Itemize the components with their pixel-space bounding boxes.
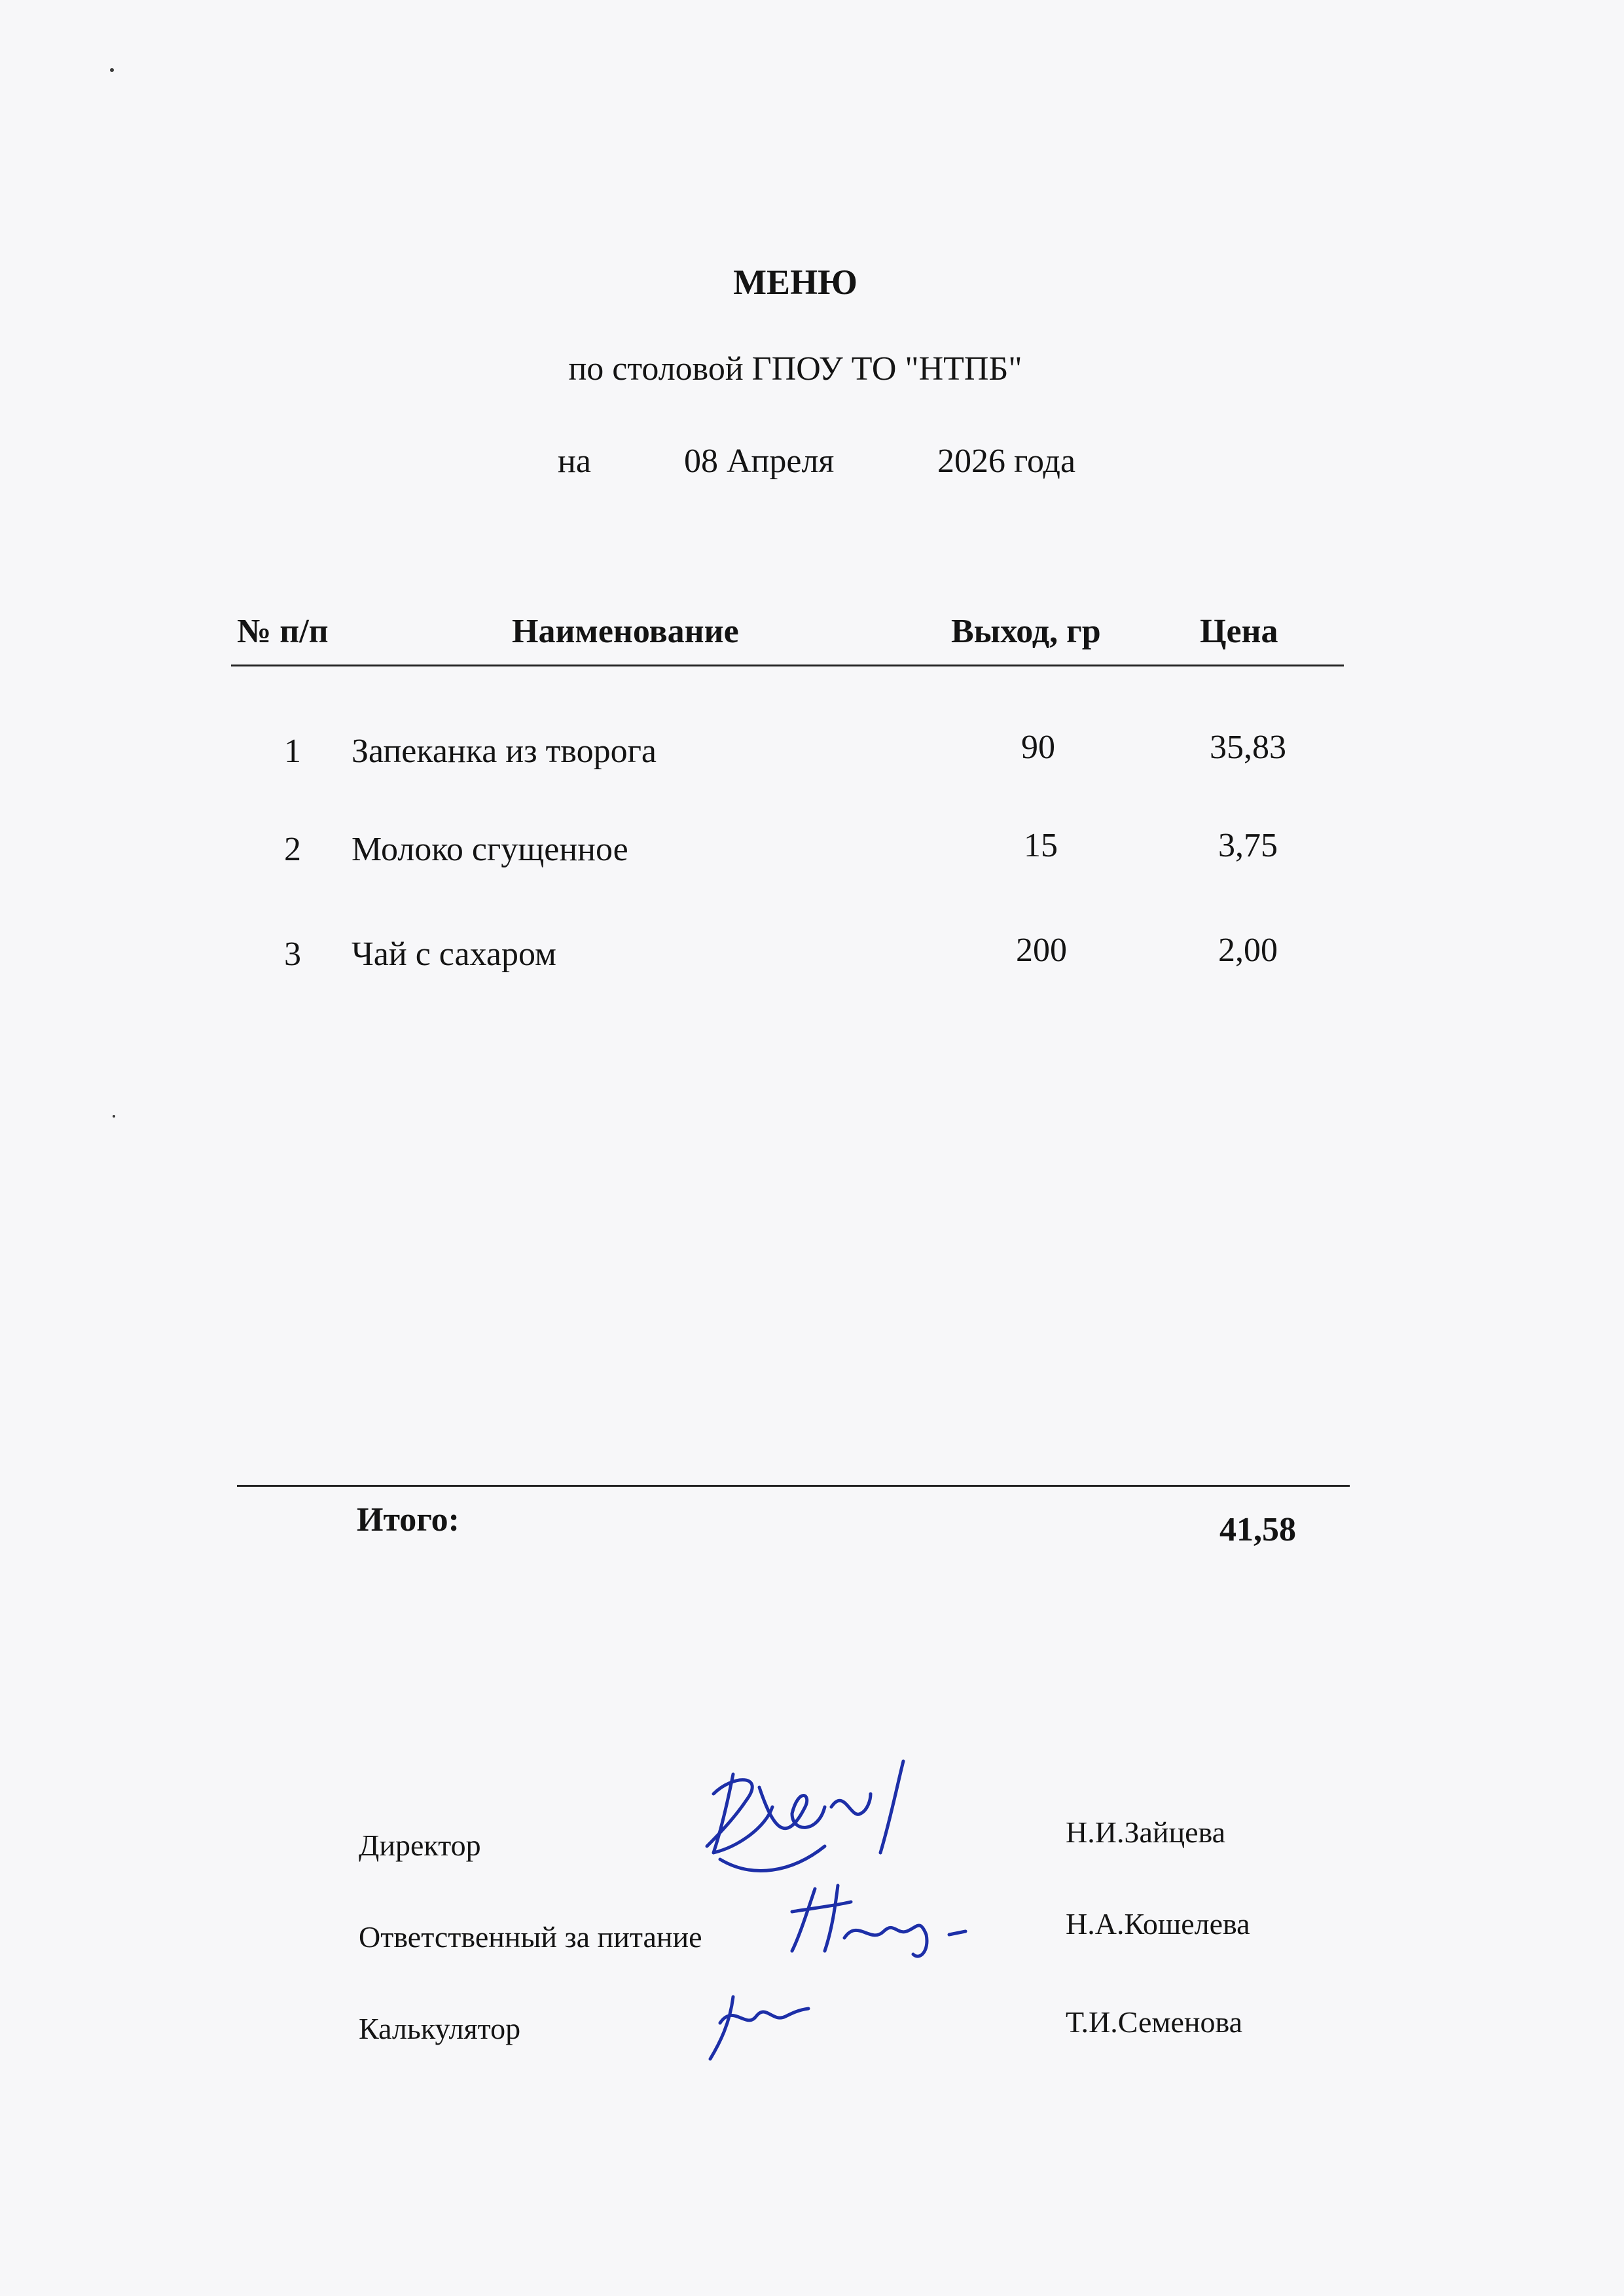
page-title: МЕНЮ (733, 263, 857, 302)
page-subtitle: по столовой ГПОУ ТО "НТПБ" (568, 350, 1022, 388)
header-output: Выход, гр (951, 613, 1101, 650)
signature-name-nutrition: Н.А.Кошелева (1066, 1907, 1250, 1941)
nutrition-signature (779, 1872, 975, 1971)
calculator-signature (694, 1958, 825, 2069)
row-name: Молоко сгущенное (352, 831, 628, 868)
row-number: 2 (284, 831, 301, 868)
total-value: 41,58 (1219, 1511, 1296, 1548)
date-year: 2026 года (937, 443, 1076, 480)
row-price: 2,00 (1218, 932, 1278, 969)
row-output: 200 (1016, 932, 1067, 969)
total-label: Итого: (357, 1501, 460, 1539)
row-number: 3 (284, 936, 301, 973)
date-prefix: на (558, 443, 591, 480)
header-number: № п/п (237, 613, 329, 650)
row-output: 15 (1024, 827, 1058, 864)
row-price: 3,75 (1218, 827, 1278, 864)
scan-speck (113, 1115, 115, 1118)
signature-role-director: Директор (359, 1829, 481, 1862)
scan-speck (110, 68, 114, 72)
header-rule (231, 665, 1344, 666)
total-rule (237, 1485, 1350, 1487)
signature-role-nutrition: Ответственный за питание (359, 1920, 702, 1954)
date-day-month: 08 Апреля (684, 443, 835, 480)
row-price: 35,83 (1210, 729, 1286, 766)
header-price: Цена (1200, 613, 1278, 650)
signature-name-director: Н.И.Зайцева (1066, 1815, 1226, 1849)
row-output: 90 (1021, 729, 1055, 766)
header-name: Наименование (512, 613, 739, 650)
signature-role-calculator: Калькулятор (359, 2012, 521, 2045)
row-name: Запеканка из творога (352, 733, 657, 770)
row-name: Чай с сахаром (352, 936, 556, 973)
row-number: 1 (284, 733, 301, 770)
signature-name-calculator: Т.И.Семенова (1066, 2005, 1243, 2039)
